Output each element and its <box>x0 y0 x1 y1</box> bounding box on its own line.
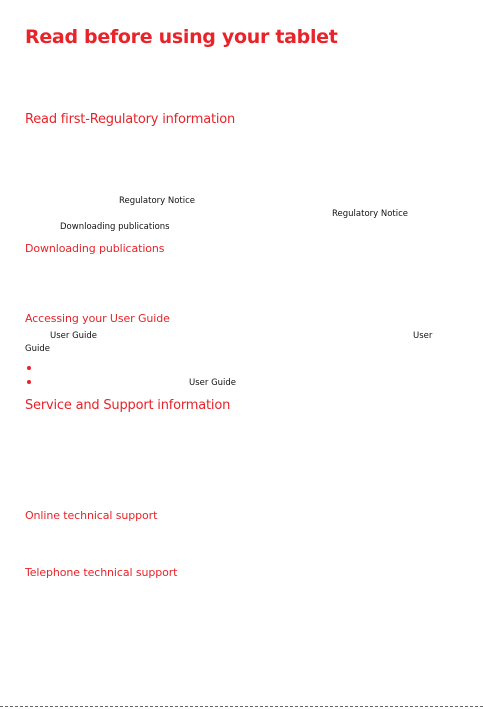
section-heading-user-guide: Accessing your User Guide <box>25 312 170 325</box>
bullet-icon <box>27 380 31 384</box>
term-regulatory-notice: Regulatory Notice <box>119 196 196 206</box>
term-regulatory-notice-2: Regulatory Notice <box>332 209 409 219</box>
section-heading-online-support: Online technical support <box>25 509 158 522</box>
section-heading-telephone-support: Telephone technical support <box>25 566 178 579</box>
term-user-guide: User Guide <box>50 331 98 341</box>
section-heading-service: Service and Support information <box>25 398 231 413</box>
bullet-icon <box>27 366 31 370</box>
section-heading-regulatory: Read first-Regulatory information <box>25 112 236 127</box>
term-user-guide-bullet: User Guide <box>189 378 237 388</box>
term-downloading-publications: Downloading publications <box>60 222 170 232</box>
footer-divider <box>0 706 483 707</box>
section-heading-downloading: Downloading publications <box>25 242 165 255</box>
term-user-guide-split-a: User <box>413 331 433 341</box>
term-user-guide-split-b: Guide <box>25 344 50 354</box>
page-title: Read before using your tablet <box>25 26 338 48</box>
